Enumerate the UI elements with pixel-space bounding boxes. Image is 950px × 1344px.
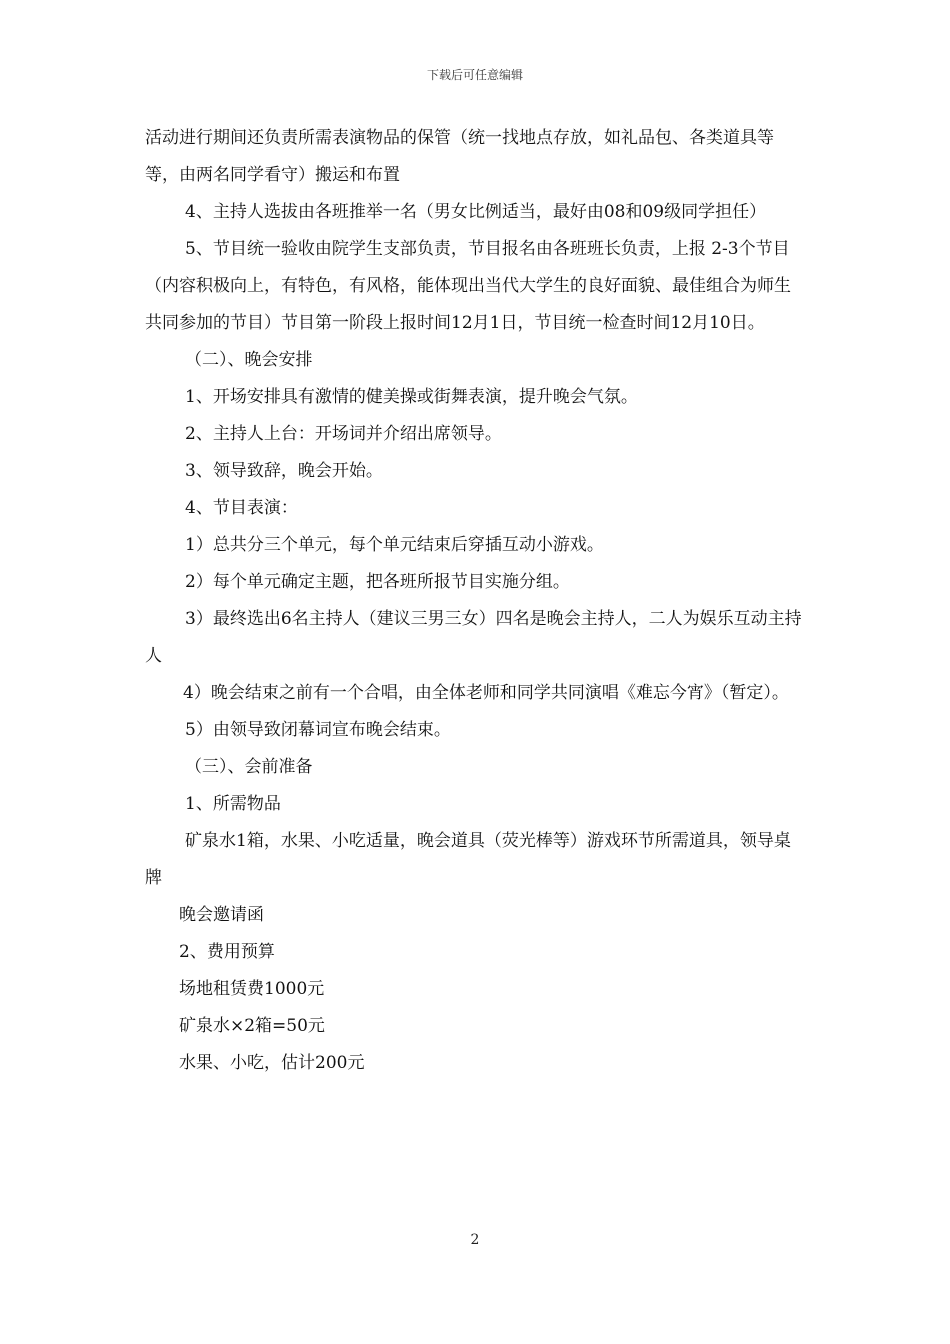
document-body [145, 120, 807, 1082]
paragraph-host-on-stage: 2、主持人上台：开场词并介绍出席领导。 [185, 424, 502, 444]
paragraph-invitation: 晚会邀请函 [179, 905, 264, 925]
section-heading-gala-arrangement: （二）、晚会安排 [185, 350, 313, 370]
budget-item-water: 矿泉水×2箱=50元 [179, 1016, 325, 1036]
list-item-closing: 5）由领导致闭幕词宣布晚会结束。 [185, 720, 451, 740]
page-number: 2 [470, 1232, 480, 1248]
paragraph-performances: 4、节目表演： [185, 498, 298, 518]
paragraph-host-selection: 4、主持人选拔由各班推举一名（男女比例适当，最好由08和09级同学担任） [185, 202, 767, 222]
list-item-chorus: 4）晚会结束之前有一个合唱，由全体老师和同学共同演唱《难忘今宵》（暂定）。 [183, 683, 789, 703]
list-item-hosts: 3）最终选出6名主持人（建议三男三女）四名是晚会主持人，二人为娱乐互动主持人 [145, 609, 802, 666]
paragraph-required-items: 1、所需物品 [185, 794, 281, 814]
list-item-themes: 2）每个单元确定主题，把各班所报节目实施分组。 [185, 572, 570, 592]
section-heading-preparation: （三）、会前准备 [185, 757, 313, 777]
paragraph-storage-duties: 活动进行期间还负责所需表演物品的保管（统一找地点存放，如礼品包、各类道具等等，由两名同学看守）搬运和布置 [145, 128, 774, 185]
budget-item-snacks: 水果、小吃，估计200元 [179, 1053, 365, 1073]
paragraph-opening: 1、开场安排具有激情的健美操或街舞表演，提升晚会气氛。 [185, 387, 638, 407]
paragraph-program-acceptance: 5、节目统一验收由院学生支部负责，节目报名由各班班长负责，上报 2-3个节目（内容积极向上，有特色，有风格，能体现出当代大学生的良好面貌、最佳组合为师生共同参加的节目）节目第一阶段上报时间12月1日，节目统一检查时间12月10日。 [145, 239, 791, 333]
paragraph-budget: 2、费用预算 [179, 942, 275, 962]
list-item-units: 1）总共分三个单元，每个单元结束后穿插互动小游戏。 [185, 535, 604, 555]
page-header: 下载后可任意编辑 [426, 68, 523, 82]
budget-item-venue: 场地租赁费1000元 [179, 979, 325, 999]
paragraph-items-list: 矿泉水1箱，水果、小吃适量，晚会道具（荧光棒等）游戏环节所需道具，领导桌牌 [145, 831, 791, 888]
paragraph-leader-speech: 3、领导致辞，晚会开始。 [185, 461, 383, 481]
